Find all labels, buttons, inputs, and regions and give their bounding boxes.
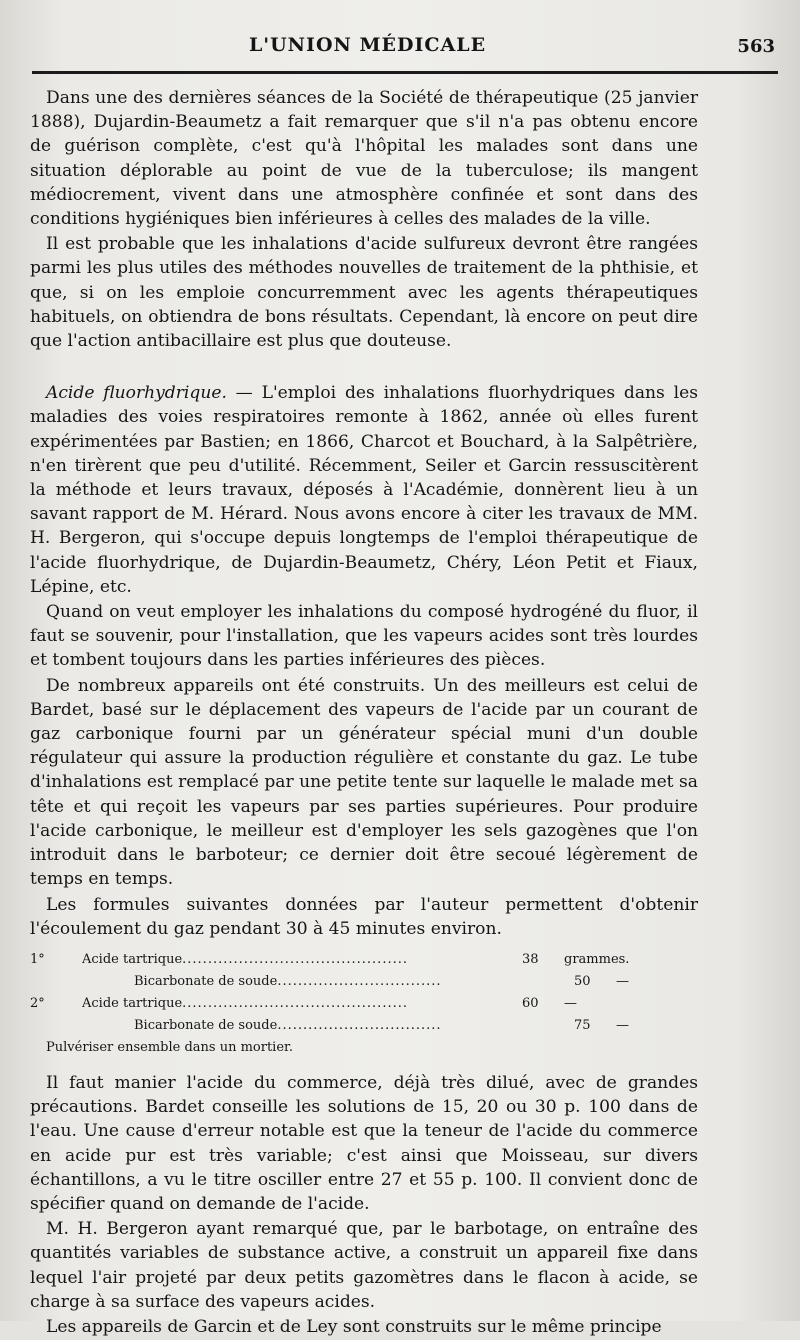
formula-row [30, 993, 698, 1015]
formula-ingredient [82, 949, 522, 971]
paragraph: Quand on veut employer les inhalations du composé hydrogéné du fluor, il faut se souvenir, pour l'installation, que les vapeurs acides sont très lourdes et tombent toujours dans les parties inférieures des pièces. [30, 602, 698, 671]
page-number: 563 [737, 36, 775, 57]
paragraph: M. H. Bergeron ayant remarqué que, par le barbotage, on entraîne des quantités variables de substance active, a construit un appareil fixe dans lequel l'air projeté par deux petits gazomètres dans le flacon à acide, se charge à sa surface des vapeurs acides. [30, 1219, 698, 1312]
section-heading: Acide fluorhydrique. [46, 383, 227, 404]
running-header [30, 34, 775, 64]
ingredient-name: Acide tartrique [82, 951, 183, 967]
formula-unit: grammes. [564, 951, 630, 967]
header-rule [32, 71, 778, 74]
formula-ingredient [82, 993, 522, 1015]
formula-list [30, 949, 698, 1059]
formula-row [30, 1015, 698, 1037]
formula-unit: — [616, 973, 629, 989]
formula-number: 1° [30, 951, 45, 967]
formula-row [30, 949, 698, 971]
formula-unit: — [616, 1017, 629, 1033]
article-body [30, 86, 698, 1340]
dot-leader: ................................ [277, 973, 442, 989]
formula-number: 2° [30, 995, 45, 1011]
paragraph: Les appareils de Garcin et de Ley sont construits sur le même principe [46, 1316, 662, 1337]
formula-quantity: 75 [574, 1017, 591, 1033]
formula-quantity: 38 [522, 951, 539, 967]
formula-ingredient [82, 1015, 574, 1037]
formula-quantity: 60 [522, 995, 539, 1011]
ingredient-name: Acide tartrique [82, 995, 183, 1011]
dot-leader: ............................................ [182, 995, 408, 1011]
paragraph: Les formules suivantes données par l'auteur permettent d'obtenir l'écoulement du gaz pendant 30 à 45 minutes environ. [30, 894, 698, 939]
ingredient-name: Bicarbonate de soude [134, 1017, 278, 1033]
formula-row [30, 971, 698, 993]
paragraph: Il est probable que les inhalations d'acide sulfureux devront être rangées parmi les plus utiles des méthodes nouvelles de traitement de la phthisie, et que, si on les emploie concurremment avec les agents thérapeutiques habituels, on obtiendra de bons résultats. Cependant, là encore on peut dire que l'action antibacillaire est plus que douteuse. [30, 234, 698, 352]
ingredient-name: Bicarbonate de soude [134, 973, 278, 989]
formula-ingredient [82, 971, 574, 993]
paragraph-text: — L'emploi des inhalations fluorhydriques dans les maladies des voies respiratoires remonte à 1862, année où elles furent expérimentées par Bastien; en 1866, Charcot et Bouchard, à la Salpêtrière, n'en tirèrent que peu d'utilité. Récemment, Seiler et Garcin ressuscitèrent la méthode et leurs travaux, déposés à l'Académie, donnèrent lieu à un savant rapport de M. Hérard. Nous avons encore à citer les travaux de MM. H. Bergeron, qui s'occupe depuis longtemps de l'emploi thérapeutique de l'acide fluorhydrique, de Dujardin-Beaumetz, Chéry, Léon Petit et Fiaux, Lépine, etc. [30, 383, 698, 597]
dot-leader: ................................ [277, 1017, 442, 1033]
running-title: L'UNION MÉDICALE [248, 34, 487, 56]
paragraph: Dans une des dernières séances de la Société de thérapeutique (25 janvier 1888), Dujardin-Beaumetz a fait remarquer que s'il n'a pas obtenu encore de guérison complète, c'est qu'à l'hôpital les malades sont dans une situation déplorable au point de vue de la tuberculose; ils mangent médiocrement, vivent dans une atmosphère confinée et sont dans des conditions hygiéniques bien inférieures à celles des malades de la ville. [30, 88, 698, 230]
formula-note: Pulvériser ensemble dans un mortier. [46, 1039, 293, 1055]
formula-quantity: 50 [574, 973, 591, 989]
formula-unit: — [564, 995, 577, 1011]
paragraph: Il faut manier l'acide du commerce, déjà très dilué, avec de grandes précautions. Bardet conseille les solutions de 15, 20 ou 30 p. 100 dans de l'eau. Une cause d'erreur notable est que la teneur de l'acide du commerce en acide pur est très variable; c'est ainsi que Moisseau, sur divers échantillons, a vu le titre osciller entre 27 et 55 p. 100. Il convient donc de spécifier quand on demande de l'acide. [30, 1072, 698, 1214]
paragraph: De nombreux appareils ont été construits. Un des meilleurs est celui de Bardet, basé sur le déplacement des vapeurs de l'acide par un courant de gaz carbonique fourni par un générateur spécial muni d'un double régulateur qui assure la production régulière et constante du gaz. Le tube d'inhalations est remplacé par une petite tente sur laquelle le malade met sa tête et qui reçoit les vapeurs par ses parties supérieures. Pour produire l'acide carbonique, le meilleur est d'employer les sels gazogènes que l'on introduit dans le barboteur; ce dernier doit être secoué légèrement de temps en temps. [30, 675, 698, 890]
paragraph [30, 381, 698, 599]
dot-leader: ............................................ [182, 951, 408, 967]
